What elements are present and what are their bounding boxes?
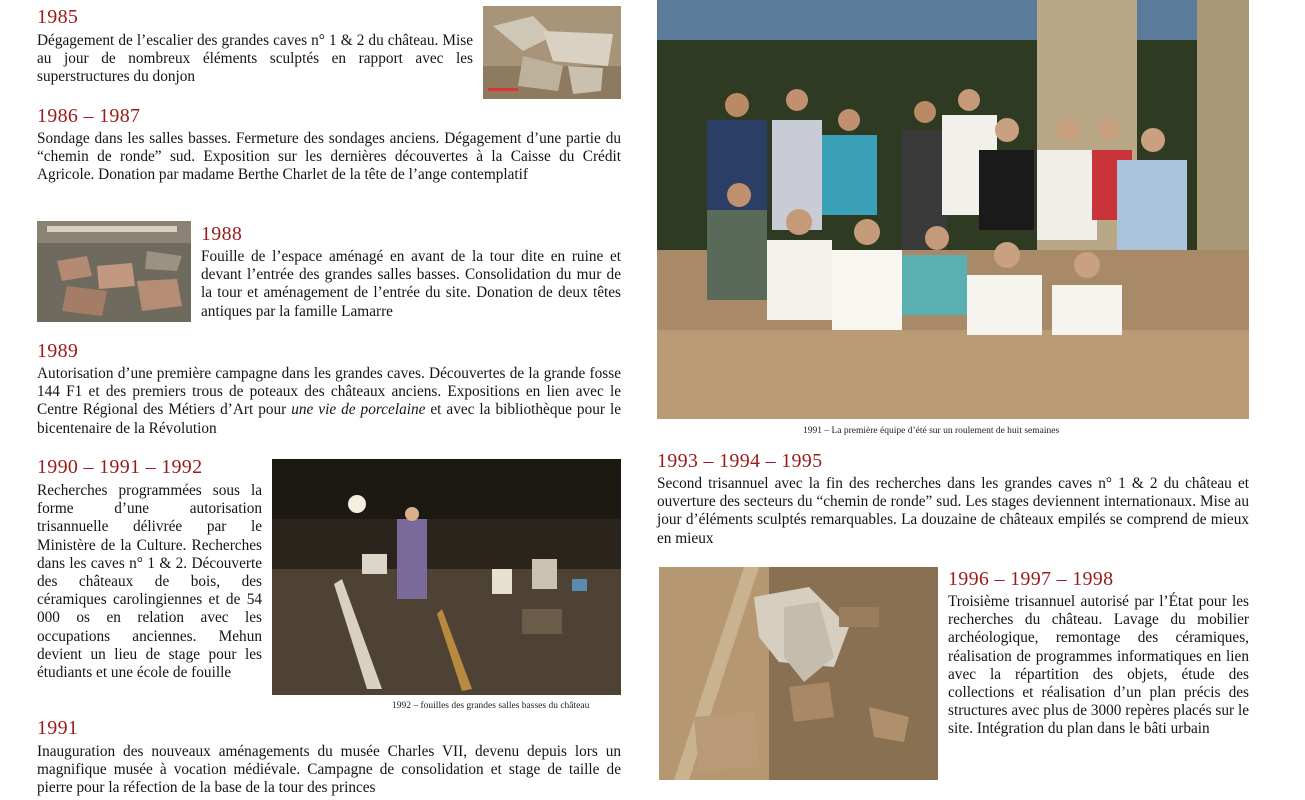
year-1985: 1985	[37, 6, 79, 28]
year-1989: 1989	[37, 340, 79, 362]
text-1989-italic: une vie de porcelaine	[291, 401, 426, 419]
caption-team-photo: 1991 – La première équipe d’été sur un roulement de huit semaines	[803, 426, 1060, 436]
text-1989	[37, 365, 621, 438]
caption-1992-photo: 1992 – fouilles des grandes salles basses du château	[392, 701, 590, 711]
year-1993-1995: 1993 – 1994 – 1995	[657, 450, 823, 472]
year-1990-1992: 1990 – 1991 – 1992	[37, 456, 203, 478]
photo-1992-excavation	[272, 459, 621, 695]
year-1988: 1988	[201, 223, 243, 245]
text-1991: Inauguration des nouveaux aménagements du musée Charles VII, devenu depuis lors un magnifique musée à vocation médiévale. Campagne de consolidation et stage de taille de pierre pour la réfection de la base de la tour des princes	[37, 743, 621, 797]
photo-1996-sculpted-stones	[659, 567, 938, 780]
text-1986-1987: Sondage dans les salles basses. Fermeture des sondages anciens. Dégagement d’une partie du “chemin de ronde” sud. Exposition sur les dernières découvertes à la Caisse du Crédit Agricole. Donation par madame Berthe Charlet de la tête de l’ange contemplatif	[37, 130, 621, 184]
year-1991: 1991	[37, 717, 79, 739]
text-1993-1995: Second trisannuel avec la fin des recherches dans les grandes caves n° 1 & 2 du château et ouverture des secteurs du “chemin de ronde” sud. Les stages deviennent internationaux. Mise au jour d’éléments sculptés remarquables. La douzaine de châteaux empilés se comprend de mieux en mieux	[657, 475, 1249, 547]
text-1989-end: et avec la bibliothèque pour le bicentenaire de la Révolution	[37, 401, 621, 437]
text-1989-main: Autorisation d’une première campagne dans les grandes caves. Découvertes de la grande fosse 144 F1 et des premiers trous de poteaux des châteaux anciens. Expositions en lien avec le Centre Régional des Métiers d’Art pour	[37, 365, 621, 419]
photo-1988-tiles	[37, 221, 191, 322]
year-1996-1998: 1996 – 1997 – 1998	[948, 568, 1114, 590]
text-1985: Dégagement de l’escalier des grandes caves n° 1 & 2 du château. Mise au jour de nombreux éléments sculptés en rapport avec les superstructures du donjon	[37, 32, 473, 86]
text-1996-1998: Troisième trisannuel autorisé par l’État pour les recherches du château. Lavage du mobilier archéologique, remontage des céramiques, réalisation de programmes informatiques en lien avec la répartition des objets, étude des collections et réalisation d’un plan précis des structures avec plus de 3000 repères placés sur le site. Intégration du plan dans le bâti urbain	[948, 593, 1249, 738]
text-1990-1992: Recherches programmées sous la forme d’une autorisation trisannuelle délivrée par le Ministère de la Culture. Recherches dans les caves n° 1 & 2. Découverte des châteaux de bois, des céramiques carolingiennes et de 54 000 os en relation avec les occupations anciennes. Mehun devient un lieu de stage pour les étudiants et une école de fouille	[37, 482, 262, 682]
text-1988: Fouille de l’espace aménagé en avant de la tour dite en ruine et devant l’entrée des grandes salles basses. Consolidation du mur de la tour et aménagement de l’entrée du site. Donation de deux têtes antiques par la famille Lamarre	[201, 248, 621, 320]
year-1986-1987: 1986 – 1987	[37, 105, 141, 127]
photo-1985-sculptures	[483, 6, 621, 99]
photo-1991-summer-team	[657, 0, 1249, 419]
